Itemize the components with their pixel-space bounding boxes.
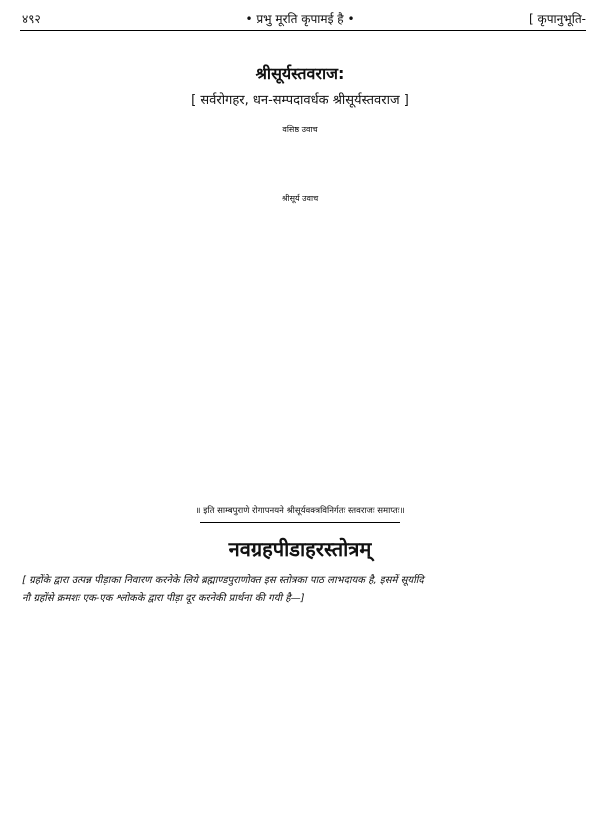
speaker-label-vasishtha: वसिष्ठ उवाच	[282, 125, 318, 134]
section1-subtitle: [ सर्वरोगहर, धन-सम्पदावर्धक श्रीसूर्यस्तवराज ]	[191, 93, 409, 108]
header-center-text: • प्रभु मूरति कृपामई है •	[245, 12, 355, 26]
header-rule	[20, 30, 586, 31]
header-right-text: [ कृपानुभूति-	[528, 12, 586, 26]
section2-title: नवग्रहपीडाहरस्तोत्रम्	[228, 537, 372, 561]
colophon: ॥ इति साम्बपुराणे रोगापनयने श्रीसूर्यवक्त्रविनिर्गतः स्तवराजः समाप्तः॥	[195, 506, 405, 516]
intro-line-2: नौ ग्रहोंसे क्रमशः एक-एक श्लोकके द्वारा पीड़ा दूर करनेकी प्रार्थना की गयी है—]	[22, 593, 305, 604]
page-number: ४९२	[22, 12, 41, 26]
speaker-label-surya: श्रीसूर्य उवाच	[281, 194, 319, 203]
running-header	[0, 10, 600, 28]
section1-title: श्रीसूर्यस्तवराज:	[255, 64, 345, 83]
intro-line-1: [ ग्रहोंके द्वारा उत्पन्न पीड़ाका निवारण करनेके लिये ब्रह्माण्डपुराणोक्त इस स्तोत्रका पाठ लाभदायक है, इसमें सूर्यादि	[22, 575, 424, 586]
section-divider	[200, 522, 400, 523]
